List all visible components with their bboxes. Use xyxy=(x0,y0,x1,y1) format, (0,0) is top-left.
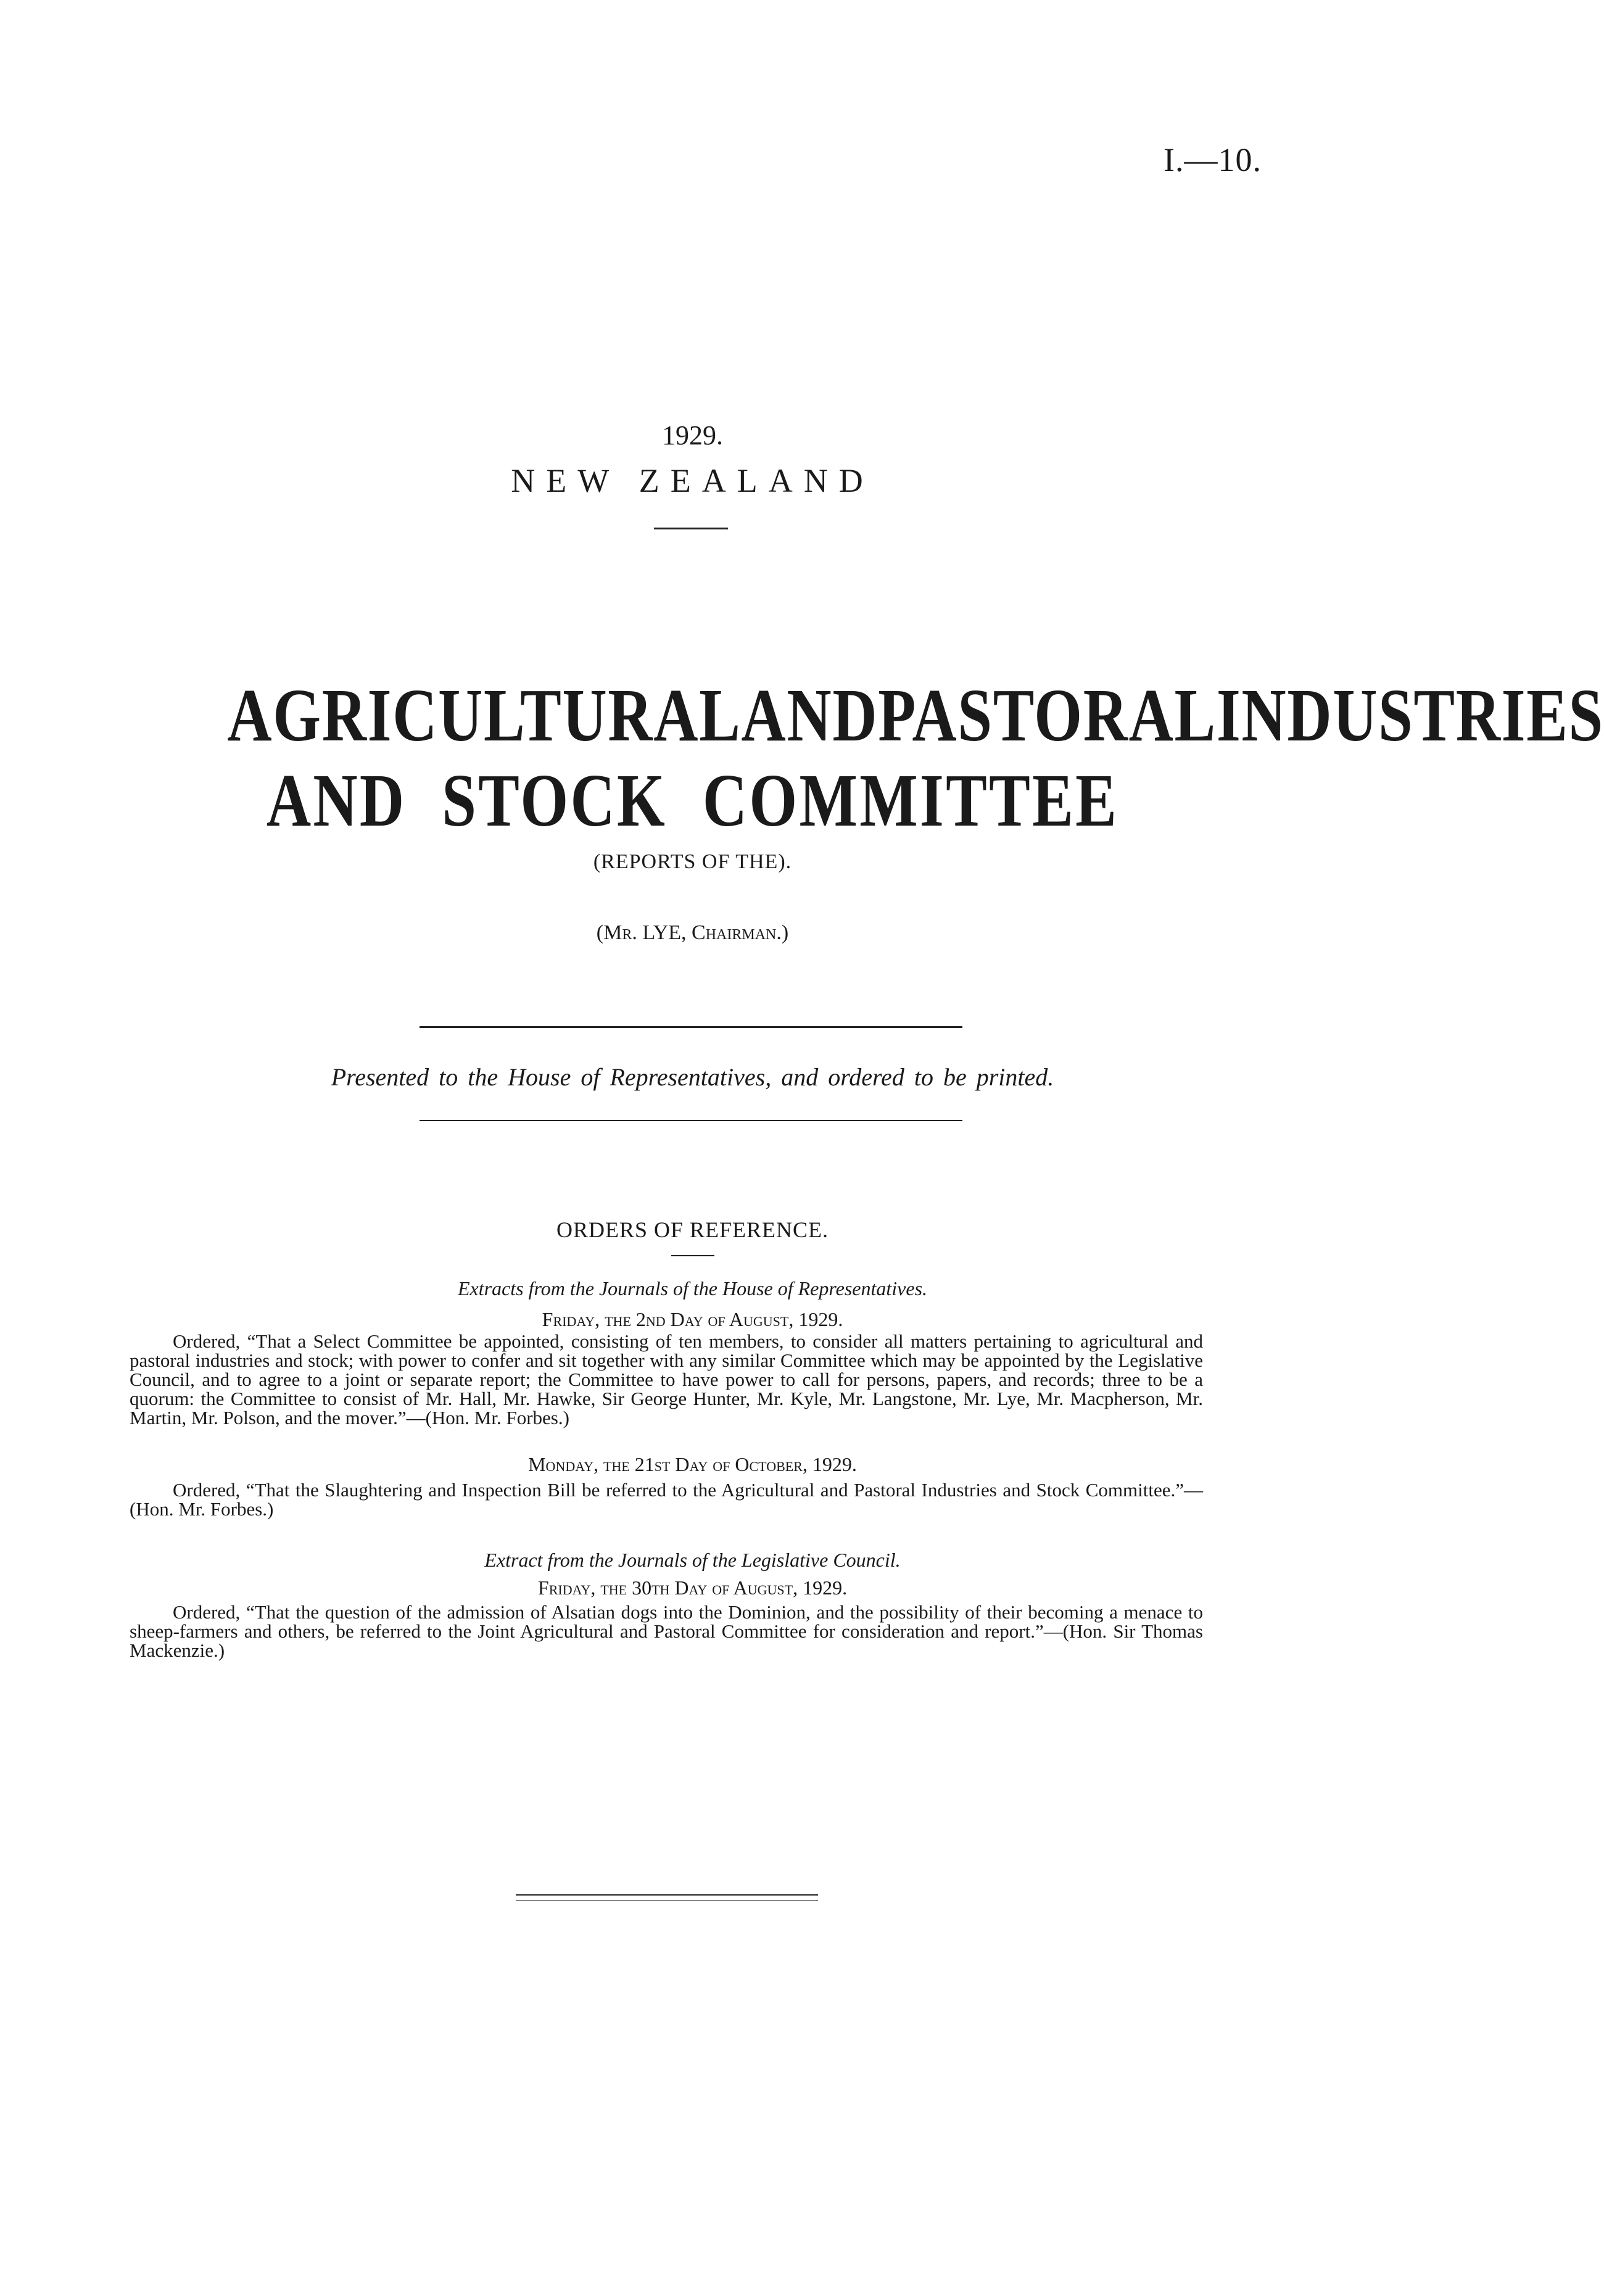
orders-heading: ORDERS OF REFERENCE. xyxy=(556,1217,829,1242)
presented-statement: Presented to the House of Representatives, and ordered to be printed. xyxy=(331,1063,1054,1091)
divider-bottom xyxy=(420,1120,962,1121)
divider-top xyxy=(420,1026,962,1028)
short-divider xyxy=(654,528,728,529)
title-word: PASTORAL xyxy=(878,674,1217,757)
document-reference: I.—10. xyxy=(1164,141,1262,178)
order-paragraph-3: Ordered, “That the question of the admission of Alsatian dogs into the Dominion, and the possibility of their becoming a menace to sheep-farmers and others, be referred to the Joint Agricultural and Pastoral Committee for consideration and report.”—(Hon. Sir Thomas Mackenzie.) xyxy=(130,1601,1203,1661)
footer-rule xyxy=(516,1900,818,1901)
chairman-line: (Mr. LYE, Chairman.) xyxy=(596,921,789,944)
title-word: AGRICULTURAL xyxy=(227,674,742,757)
title-word: AND xyxy=(741,674,878,757)
short-divider xyxy=(671,1255,714,1256)
date-heading: Monday, the 21st Day of October, 1929. xyxy=(528,1453,857,1475)
date-heading: Friday, the 2nd Day of August, 1929. xyxy=(542,1308,843,1330)
subtitle: (REPORTS OF THE). xyxy=(593,850,792,873)
footer-rule xyxy=(516,1894,818,1896)
order-paragraph-2: Ordered, “That the Slaughtering and Inspection Bill be referred to the Agricultural and Pastoral Industries and Stock Committee.”—(Hon. Mr. Forbes.) xyxy=(130,1479,1203,1520)
title-line-1 xyxy=(227,673,1604,759)
house-extract-heading: Extracts from the Journals of the House of Representatives. xyxy=(457,1277,928,1299)
country-heading: NEW ZEALAND xyxy=(511,462,874,499)
year: 1929. xyxy=(662,420,723,450)
council-extract-heading: Extract from the Journals of the Legislative Council. xyxy=(484,1549,901,1571)
date-heading: Friday, the 30th Day of August, 1929. xyxy=(537,1577,848,1599)
order-paragraph-1: Ordered, “That a Select Committee be appointed, consisting of ten members, to consider all matters pertaining to agricultural and pastoral industries and stock; with power to confer and sit together with any similar Committee which may be appointed by the Legislative Council, and to agree to a joint or separate report; the Committee to have power to call for persons, papers, and records; three to be a quorum: the Committee to consist of Mr. Hall, Mr. Hawke, Sir George Hunter, Mr. Kyle, Mr. Langstone, Mr. Lye, Mr. Macpherson, Mr. Martin, Mr. Polson, and the mover.”—(Hon. Mr. Forbes.) xyxy=(130,1330,1203,1428)
title-line-2: AND STOCK COMMITTEE xyxy=(266,759,1119,842)
title-word: INDUSTRIES xyxy=(1216,674,1604,757)
